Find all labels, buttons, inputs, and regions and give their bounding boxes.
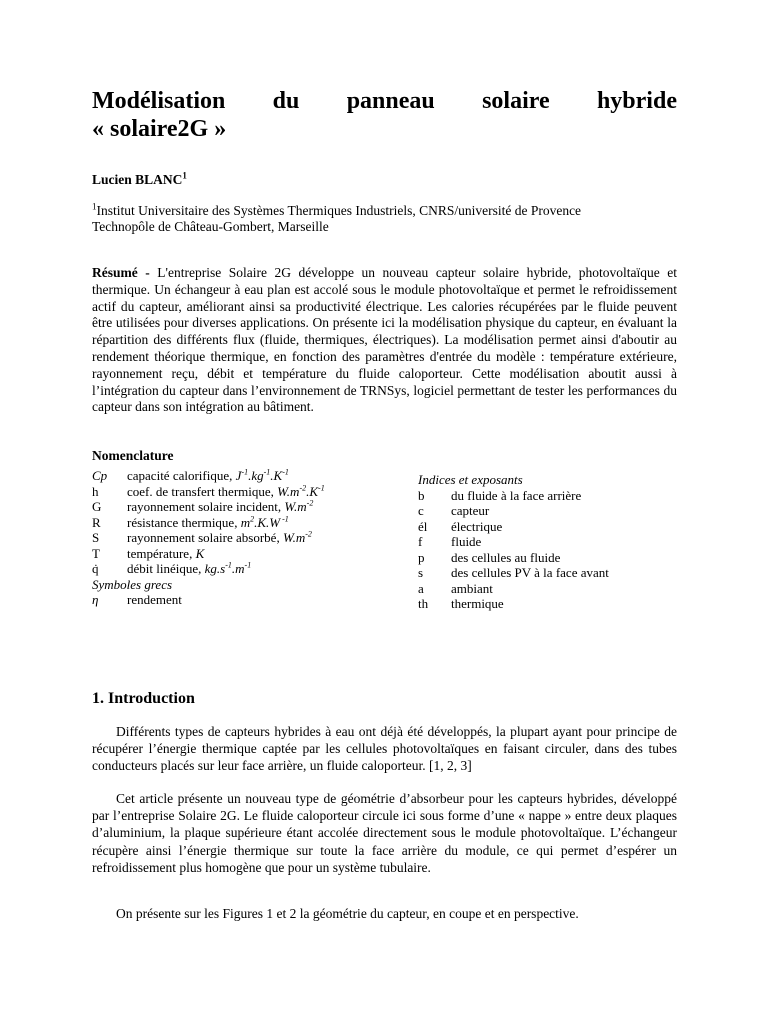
title-word: panneau <box>346 88 435 114</box>
affiliation-text: Institut Universitaire des Systèmes Thermiques Industriels, CNRS/université de Provence <box>96 203 582 218</box>
nomenclature-row <box>418 534 678 550</box>
nomenclature-unit: $J^{-1}.kg^{-1}.K^{-1}$ <box>235 467 289 483</box>
nomenclature-row <box>418 596 678 612</box>
nomenclature-symbol: G <box>92 499 102 514</box>
paragraph: On présente sur les Figures 1 et 2 la géométrie du capteur, en coupe et en perspective. <box>116 906 579 921</box>
abstract-label: Résumé - <box>92 265 150 280</box>
nomenclature-row <box>418 503 678 519</box>
nomenclature-symbol: p <box>418 549 425 565</box>
nomenclature-description: débit linéique, $kg.s^{-1}.m^{-1}$ <box>127 560 252 576</box>
nomenclature-row <box>92 530 412 546</box>
nomenclature-description: coef. de transfert thermique, $W.m^{-2}.K^{-1}$ <box>127 483 325 499</box>
nomenclature-symbol: h <box>92 483 99 499</box>
nomenclature-row <box>418 550 678 566</box>
nomenclature-row <box>92 499 412 515</box>
author-name: Lucien BLANC <box>92 172 183 187</box>
nomenclature-symbol: Cp <box>92 468 108 483</box>
abstract <box>92 265 677 416</box>
paragraph: Cet article présente un nouveau type de géométrie d’absorbeur pour les capteurs hybrides, développé par l’entreprise Solaire 2G. Le fluide caloporteur circule ici sous forme d’une « nappe » entre deux plaques d’aluminium, la plaque supérieure étant accolée directement sous le module photovoltaïque. L’échangeur récupère ainsi l’énergie thermique sur toute la face arrière du module, ce qui permet d’espérer un refroidissement plus homogène que pour un système tubulaire. <box>92 791 677 875</box>
title-line-1 <box>92 87 677 115</box>
nomenclature-description: température, K <box>127 545 205 561</box>
nomenclature-description: rayonnement solaire absorbé, $W.m^{-2}$ <box>127 529 312 545</box>
nomenclature-unit: $m^2.K.W$ $^{-1}$ <box>240 514 289 530</box>
title-word: Modélisation <box>92 88 226 114</box>
nomenclature-symbol: c <box>418 503 424 518</box>
nomenclature-symbol: R <box>92 514 101 530</box>
affiliation <box>92 203 581 235</box>
title-word: solaire <box>482 88 550 114</box>
nomenclature-row <box>418 565 678 581</box>
nomenclature-unit: $W.m^{-2}$ <box>282 529 312 545</box>
nomenclature-description: capacité calorifique, $J^{-1}.kg^{-1}.K^{-1}$ <box>127 467 289 483</box>
affiliation-line-1 <box>92 203 581 219</box>
nomenclature-description: thermique <box>451 596 504 611</box>
nomenclature-unit: $kg.s^{-1}.m^{-1}$ <box>204 560 252 576</box>
nomenclature-row <box>92 515 412 531</box>
nomenclature-symbol: S <box>92 530 100 545</box>
nomenclature-description: des cellules au fluide <box>451 549 561 565</box>
nomenclature-unit: K <box>195 545 205 561</box>
nomenclature-title: Nomenclature <box>92 448 174 463</box>
nomenclature-description: des cellules PV à la face avant <box>451 565 609 580</box>
nomenclature-row <box>418 519 678 535</box>
section-title-introduction: 1. Introduction <box>92 690 195 707</box>
abstract-text: L'entreprise Solaire 2G développe un nouveau capteur solaire hybride, photovoltaïque et thermique. Un échangeur à eau plan est accolé sous le module photovoltaïque et permet le refroidissement actif du capteur, améliorant ainsi sa productivité électrique. Les calories récupérées par le fluide peuvent être utilisées pour diverses applications. On présente ici la modélisation physique du capteur, en évaluant la répartition des différents flux (fluide, thermiques, électriques). La modélisation permet ainsi d'aboutir au rendement théorique thermique, en fonction des paramètres d'entrée du modèle : température extérieure, rayonnement reçu, débit et température du fluide caloporteur. Cette modélisation aboutit aussi à l’intégration du capteur dans l’environnement de TRNSys, logiciel permettant de tester les performances du capteur dans son intégration au bâtiment. <box>92 265 677 415</box>
nomenclature-symbol: T <box>92 545 100 561</box>
nomenclature-unit: $W.m^{-2}$ <box>284 498 314 514</box>
nomenclature-unit: $W.m^{-2}.K^{-1}$ <box>277 483 325 499</box>
nomenclature-description: rayonnement solaire incident, $W.m^{-2}$ <box>127 498 314 514</box>
nomenclature-symbol: f <box>418 534 423 549</box>
nomenclature-left-column <box>92 468 412 608</box>
affil-mark: 1 <box>92 201 97 212</box>
nomenclature-symbol: s <box>418 565 424 580</box>
nomenclature-description: du fluide à la face arrière <box>451 487 582 503</box>
nomenclature-symbol: b <box>418 487 425 503</box>
nomenclature-description: ambiant <box>451 580 493 596</box>
paragraph: Différents types de capteurs hybrides à eau ont déjà été développés, la plupart ayant pour principe de récupérer l’énergie thermique captée par les cellules photovoltaïques en faisant circuler, dans des tubes conducteurs placés sur leur face arrière, un fluide caloporteur. [1, 2, 3] <box>92 724 677 774</box>
nomenclature-row <box>418 488 678 504</box>
nomenclature-row <box>92 546 412 562</box>
nomenclature-row <box>92 484 412 500</box>
greek-symbols-title: Symboles grecs <box>92 576 173 592</box>
title-line-2: « solaire2G » <box>92 116 227 142</box>
nomenclature-symbol: a <box>418 580 424 596</box>
nomenclature-symbol: él <box>418 518 428 534</box>
nomenclature-description: électrique <box>451 518 503 534</box>
nomenclature-symbol: th <box>418 596 429 611</box>
affiliation-line-2: Technopôle de Château-Gombert, Marseille <box>92 219 329 234</box>
author-affil-mark: 1 <box>182 170 187 181</box>
nomenclature-symbol: η <box>92 592 99 607</box>
nomenclature-description: rendement <box>127 592 182 607</box>
nomenclature-description: fluide <box>451 534 482 549</box>
title-word: du <box>272 88 300 114</box>
nomenclature-row <box>92 468 412 484</box>
author <box>92 172 187 188</box>
nomenclature-symbol: q̇ <box>92 561 99 576</box>
title-word: hybride <box>596 88 677 114</box>
nomenclature-row <box>92 592 412 608</box>
nomenclature-row <box>92 561 412 577</box>
nomenclature-description: résistance thermique, $m^2.K.W$ $^{-1}$ <box>127 514 289 530</box>
nomenclature-row <box>418 581 678 597</box>
paper-title <box>92 87 677 143</box>
indices-title: Indices et exposants <box>418 472 523 487</box>
nomenclature-description: capteur <box>451 503 490 518</box>
nomenclature-right-column <box>418 468 678 612</box>
